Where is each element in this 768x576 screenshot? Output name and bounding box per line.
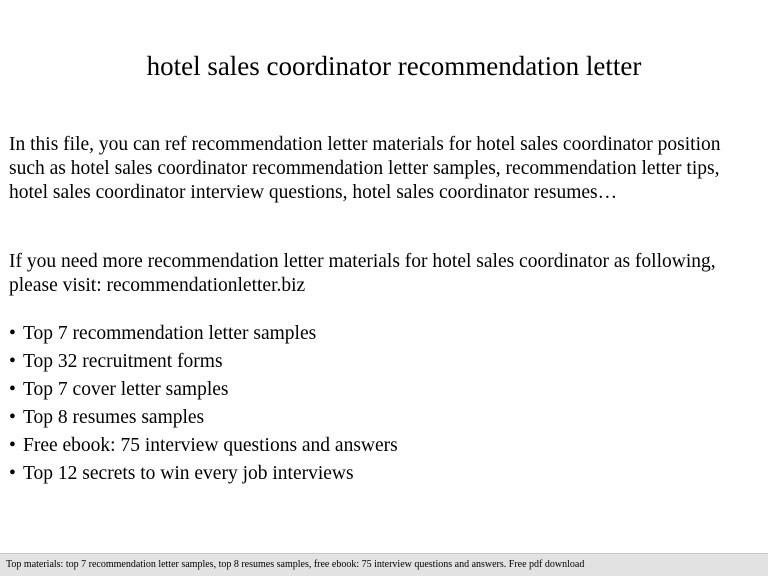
footer-text: Top materials: top 7 recommendation letter samples, top 8 resumes samples, free ebook: 75 interview questions and answers. Free pdf download [6,559,585,570]
list-item [9,348,754,376]
list-item [9,404,754,432]
slide-title: hotel sales coordinator recommendation letter [146,51,642,81]
list-item-label: Top 8 resumes samples [23,407,205,428]
bullet-icon: • [9,323,16,344]
visit-paragraph: If you need more recommendation letter materials for hotel sales coordinator as following, please visit: recommendationletter.biz [9,251,716,296]
list-item [9,432,754,460]
list-item [9,460,754,488]
list-item-label: Top 12 secrets to win every job interviews [23,463,354,484]
bullet-icon: • [9,435,16,456]
list-item-label: Top 32 recruitment forms [23,351,223,372]
list-item-label: Top 7 recommendation letter samples [23,323,317,344]
list-item-label: Free ebook: 75 interview questions and answers [23,435,398,456]
list-item [9,376,754,404]
bullet-icon: • [9,351,16,372]
bullet-icon: • [9,463,16,484]
materials-list [9,320,754,488]
list-item [9,320,754,348]
footer-bar [0,553,768,576]
bullet-icon: • [9,407,16,428]
list-item-label: Top 7 cover letter samples [23,379,229,400]
intro-paragraph: In this file, you can ref recommendation letter materials for hotel sales coordinator position such as hotel sales coordinator recommendation letter samples, recommendation letter tips, hotel sales coordinator interview questions, hotel sales coordinator resumes… [9,134,721,203]
bullet-icon: • [9,379,16,400]
